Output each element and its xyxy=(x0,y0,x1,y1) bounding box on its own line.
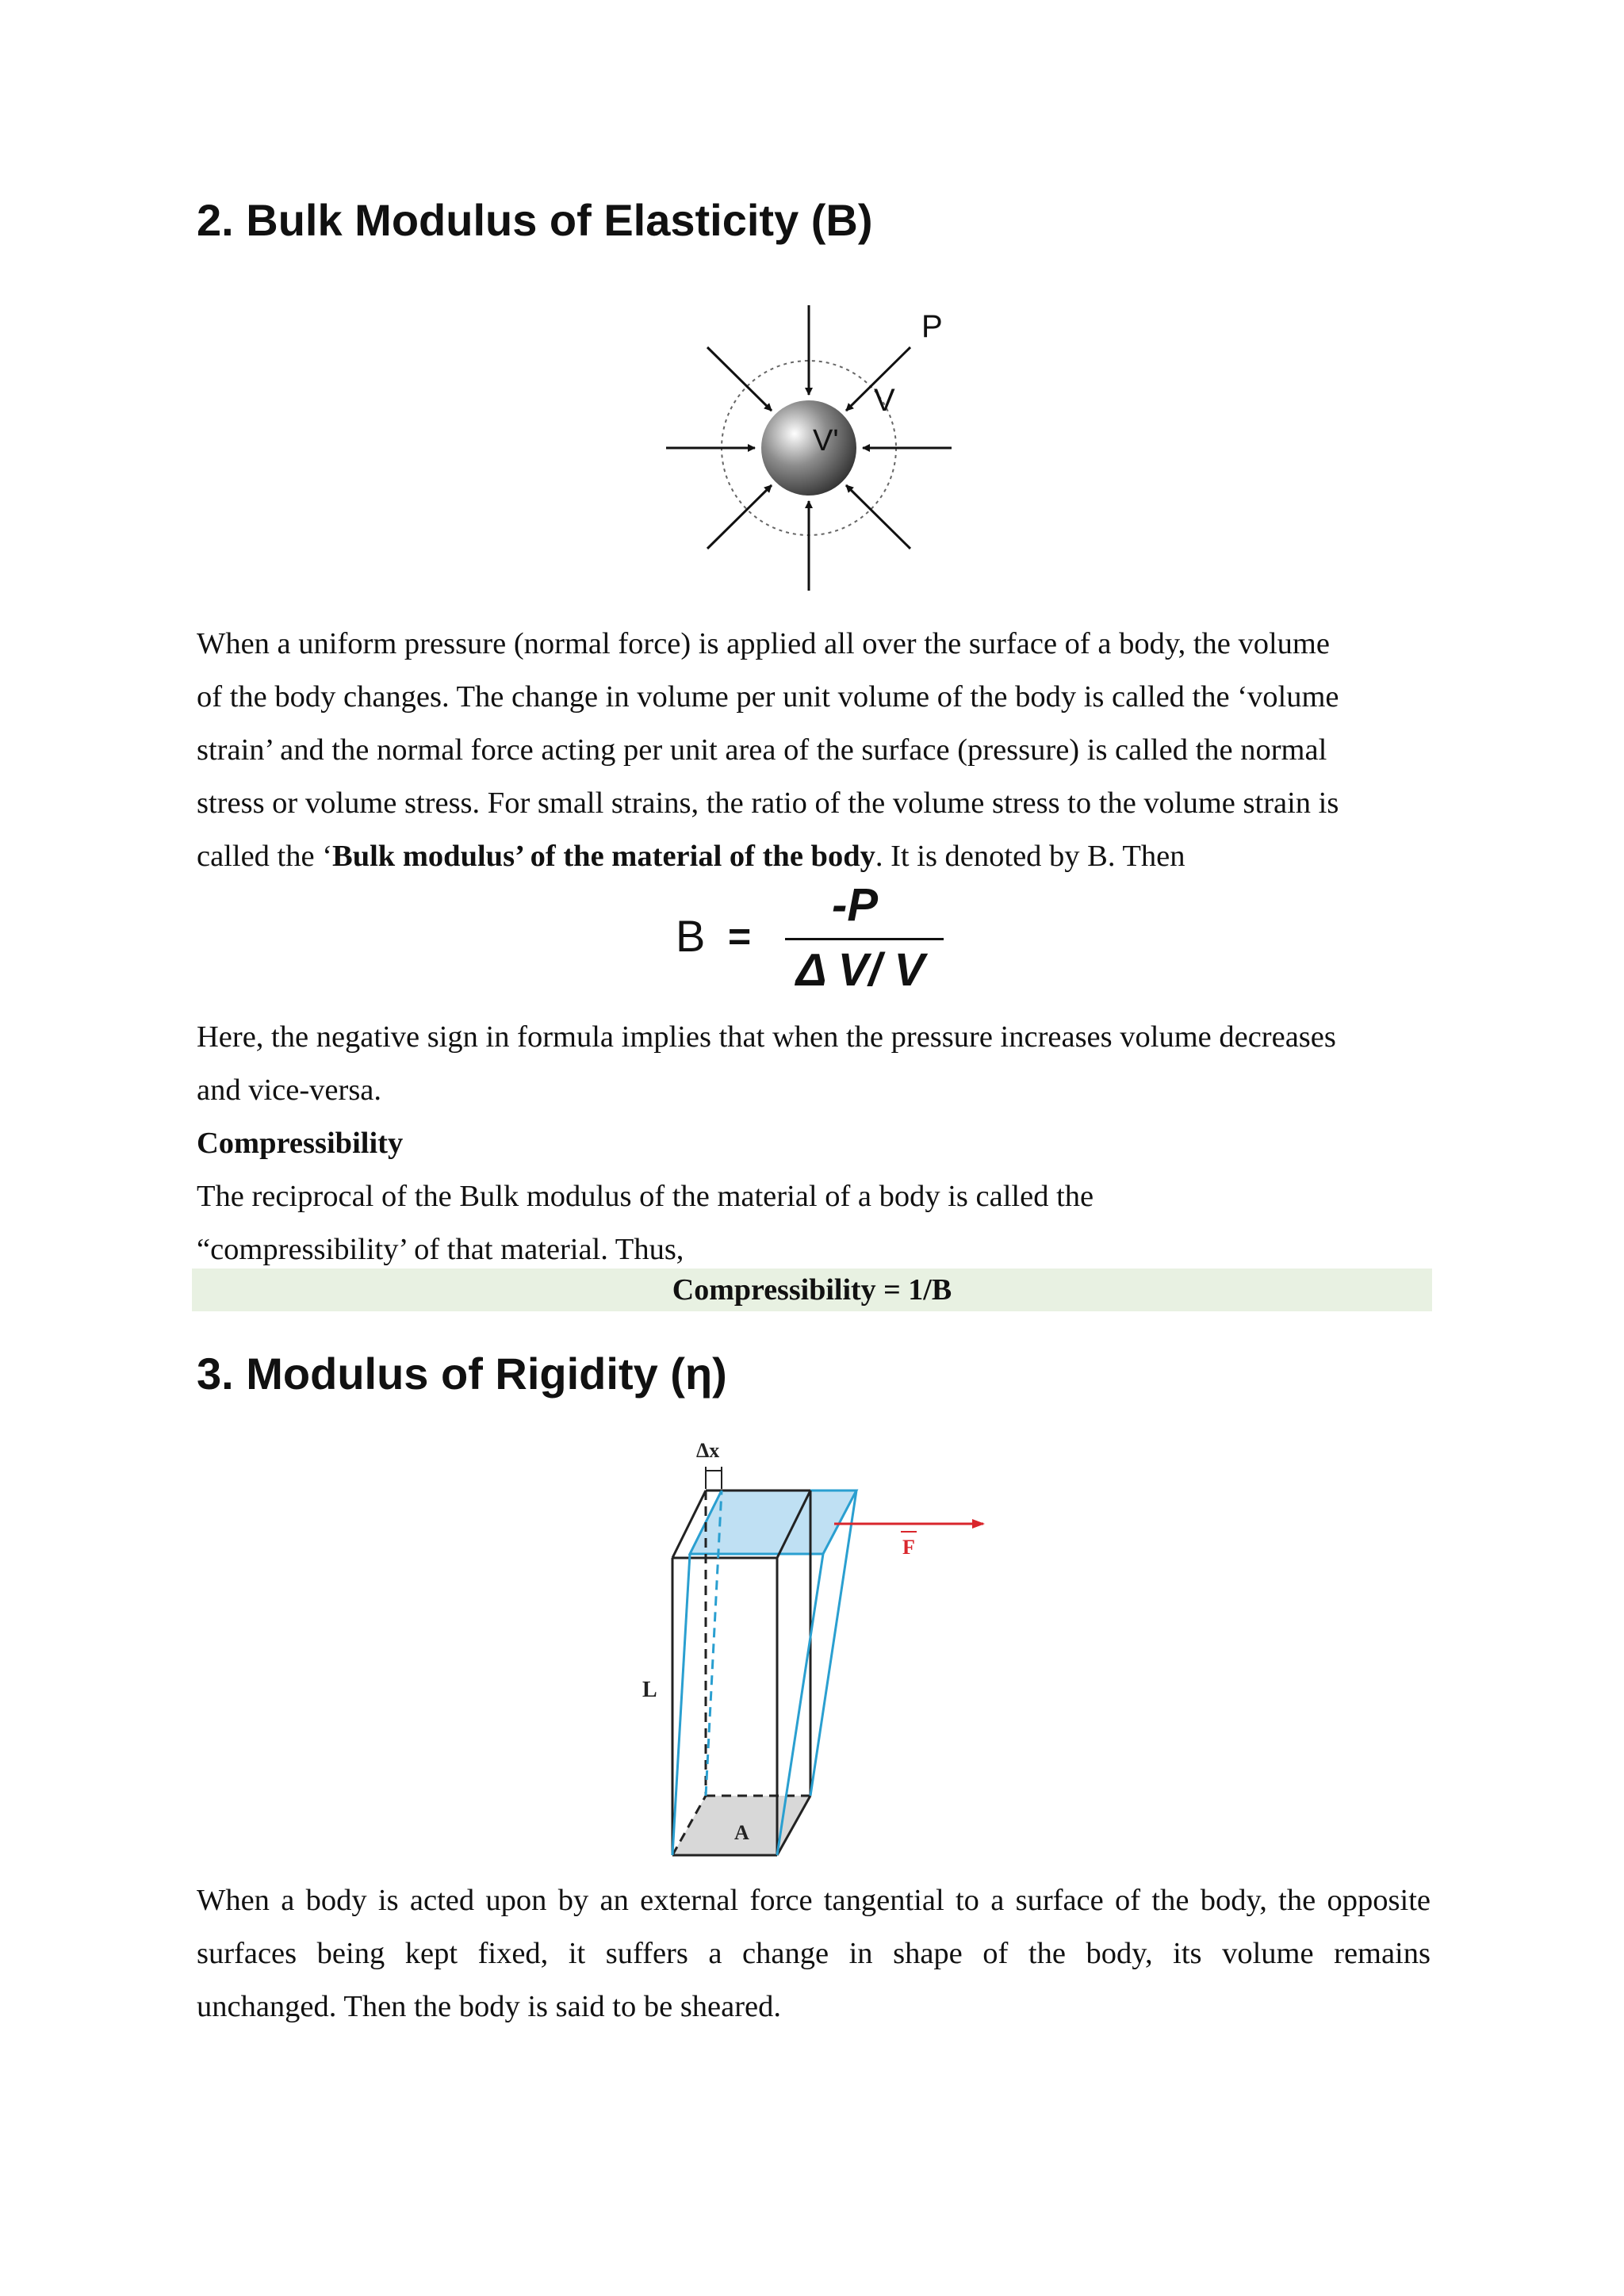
paragraph-line: stress or volume stress. For small strains, the ratio of the volume stress to the volume strain is xyxy=(197,786,1339,820)
label-a: A xyxy=(734,1821,749,1844)
label-v-prime: V' xyxy=(813,424,839,457)
label-delta-x: Δx xyxy=(696,1439,720,1462)
text-prefix: called the ‘ xyxy=(197,840,333,873)
paragraph-line: “compressibility’ of that material. Thus, xyxy=(197,1233,684,1266)
bulk-modulus-paragraph xyxy=(197,618,1431,883)
paragraph-line: and vice-versa. xyxy=(197,1073,382,1107)
paragraph-line: Here, the negative sign in formula implies that when the pressure increases volume decreases xyxy=(197,1020,1336,1054)
paragraph-line: unchanged. Then the body is said to be sheared. xyxy=(197,1990,782,2023)
paragraph-line: When a uniform pressure (normal force) is applied all over the surface of a body, the volume xyxy=(197,627,1330,660)
negative-sign-note xyxy=(197,1011,1431,1276)
section-2-heading: 2. Bulk Modulus of Elasticity (B) xyxy=(197,195,873,245)
formula-numerator: -P xyxy=(832,879,878,931)
label-f: F xyxy=(902,1536,915,1559)
paragraph-line: of the body changes. The change in volume per unit volume of the body is called the ‘volume xyxy=(197,680,1339,714)
formula-denominator: Δ V/ V xyxy=(795,944,925,996)
section-3-heading: 3. Modulus of Rigidity (η) xyxy=(197,1349,727,1399)
fraction-bar xyxy=(785,938,944,940)
shear-paragraph xyxy=(197,1874,1431,2034)
delta-x-indicator xyxy=(706,1467,722,1489)
text-suffix: . It is denoted by B. Then xyxy=(875,840,1185,873)
paragraph-line: surfaces being kept fixed, it suffers a change in shape of the body, its volume remains xyxy=(197,1937,1431,1970)
paragraph-line: strain’ and the normal force acting per unit area of the surface (pressure) is called the normal xyxy=(197,733,1327,767)
compressibility-formula: Compressibility = 1/B xyxy=(192,1269,1432,1311)
bulk-modulus-figure xyxy=(650,293,967,603)
label-l: L xyxy=(642,1678,657,1702)
paragraph-line: When a body is acted upon by an external force tangential to a surface of the body, the opposite xyxy=(197,1884,1431,1917)
formula-lhs: B xyxy=(676,911,706,961)
sheared-top-face xyxy=(690,1490,856,1554)
compressed-sphere xyxy=(761,400,856,496)
paragraph-line-last xyxy=(197,830,1431,883)
formula-equals: = xyxy=(728,914,752,959)
shear-figure xyxy=(626,1435,991,1863)
paragraph-line: The reciprocal of the Bulk modulus of the material of a body is called the xyxy=(197,1180,1094,1213)
compressibility-heading: Compressibility xyxy=(197,1127,404,1160)
bulk-modulus-term: Bulk modulus’ of the material of the body xyxy=(332,840,875,873)
label-p: P xyxy=(921,309,943,344)
label-v: V xyxy=(874,383,895,418)
